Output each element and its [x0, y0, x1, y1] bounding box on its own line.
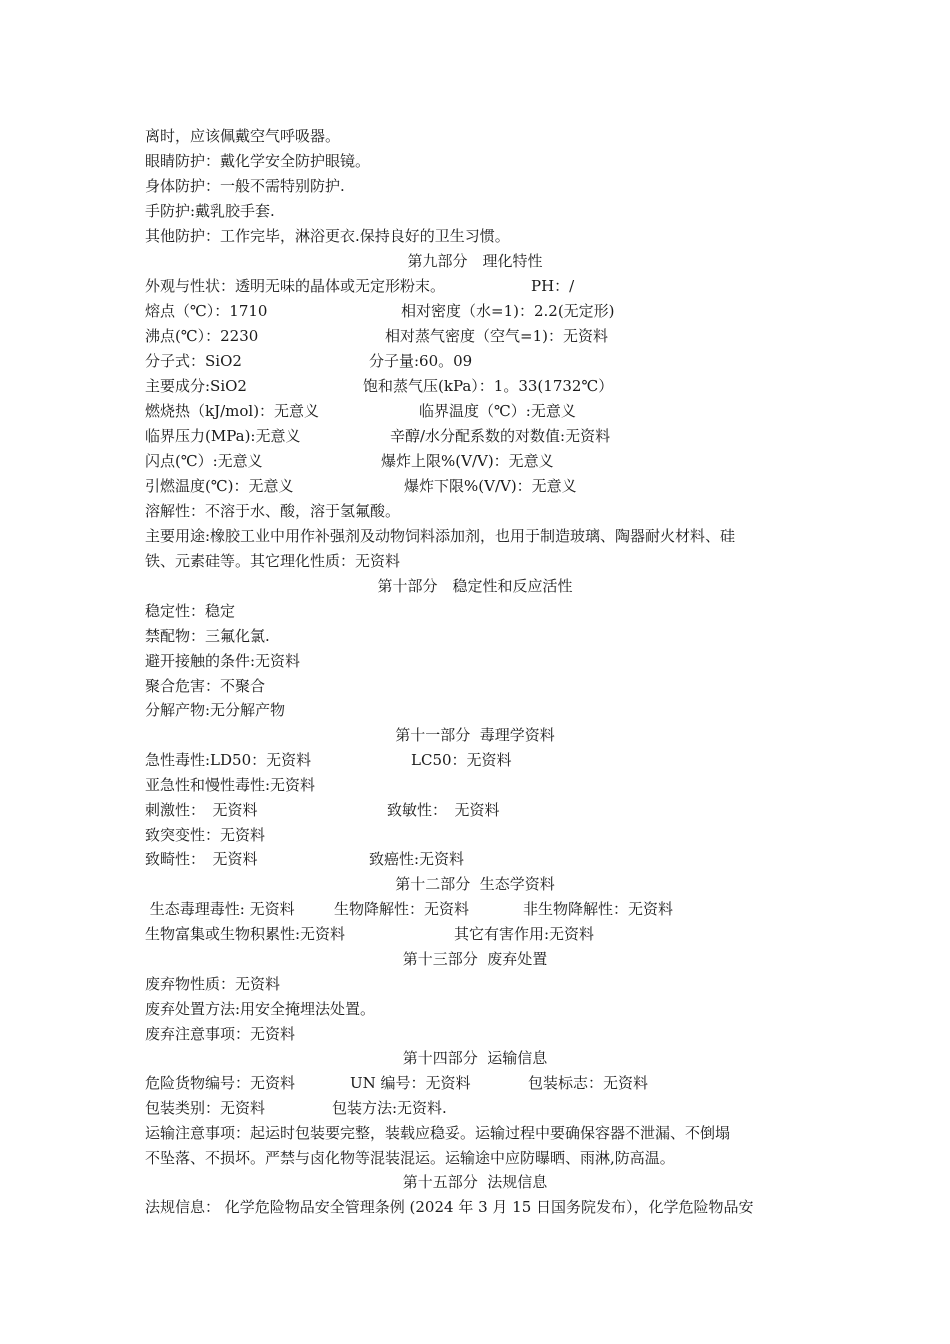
text-cell: 临界温度（℃）:无意义 — [419, 402, 576, 420]
text-line: 致突变性：无资料 — [145, 826, 266, 844]
text-cell: 辛醇/水分配系数的对数值:无资料 — [390, 427, 611, 445]
section-heading: 第十三部分 废弃处置 — [402, 950, 548, 968]
text-line: 包装类别：无资料 — [145, 1099, 266, 1117]
text-line: 燃烧热（kJ/mol)：无意义 — [145, 402, 320, 420]
text-line: 熔点（℃）：1710 — [145, 302, 268, 320]
text-line: 聚合危害：不聚合 — [145, 677, 266, 695]
text-cell: 饱和蒸气压(kPa）：1。33(1732℃） — [363, 377, 614, 395]
text-cell: 致敏性： 无资料 — [387, 801, 500, 819]
text-cell: 包装标志：无资料 — [528, 1074, 649, 1092]
text-cell: UN 编号：无资料 — [350, 1074, 471, 1092]
text-cell: 爆炸上限%(V/V)：无意义 — [381, 452, 554, 470]
text-cell: 包装方法:无资料. — [332, 1099, 447, 1117]
text-line: 铁、元素硅等。其它理化性质：无资料 — [145, 552, 401, 570]
text-line: 生物富集或生物积累性:无资料 — [145, 925, 346, 943]
text-line: 废弃注意事项：无资料 — [145, 1025, 296, 1043]
text-cell: 其它有害作用:无资料 — [454, 925, 595, 943]
text-cell: 分子量:60。09 — [369, 352, 473, 370]
text-line: 废弃处置方法:用安全掩埋法处置。 — [145, 1000, 376, 1018]
section-heading: 第十五部分 法规信息 — [402, 1173, 548, 1191]
text-cell: 相对蒸气密度（空气=1)：无资料 — [385, 327, 608, 345]
text-line: 废弃物性质：无资料 — [145, 975, 281, 993]
text-line: 闪点(℃）:无意义 — [145, 452, 263, 470]
section-heading: 第十四部分 运输信息 — [402, 1049, 548, 1067]
text-line: 外观与性状：透明无味的晶体或无定形粉末。 — [145, 277, 446, 295]
text-line: 主要用途:橡胶工业中用作补强剂及动物饲料添加剂，也用于制造玻璃、陶器耐火材料、硅 — [145, 527, 736, 545]
text-cell: 相对密度（水=1)：2.2(无定形) — [401, 302, 615, 320]
section-heading: 第十一部分 毒理学资料 — [395, 726, 555, 744]
text-line: 主要成分:SiO2 — [145, 377, 247, 395]
section-heading: 第十二部分 生态学资料 — [395, 875, 555, 893]
text-line: 其他防护：工作完毕，淋浴更衣.保持良好的卫生习惯。 — [145, 227, 510, 245]
text-line: 生态毒理毒性: 无资料 — [145, 900, 295, 918]
text-line: 身体防护：一般不需特别防护. — [145, 177, 345, 195]
text-line: 亚急性和慢性毒性:无资料 — [145, 776, 316, 794]
text-line: 离时，应该佩戴空气呼吸器。 — [145, 127, 341, 145]
section-heading: 第十部分 稳定性和反应活性 — [377, 577, 573, 595]
text-line: 分子式：SiO2 — [145, 352, 242, 370]
text-line: 溶解性：不溶于水、酸，溶于氢氟酸。 — [145, 502, 401, 520]
text-line: 危险货物编号：无资料 — [145, 1074, 296, 1092]
text-line: 稳定性：稳定 — [145, 602, 236, 620]
text-line: 引燃温度(℃)：无意义 — [145, 477, 294, 495]
text-line: 避开接触的条件:无资料 — [145, 652, 301, 670]
text-line: 临界压力(MPa):无意义 — [145, 427, 301, 445]
text-line: 运输注意事项：起运时包装要完整，装载应稳妥。运输过程中要确保容器不泄漏、不倒塌 — [145, 1124, 731, 1142]
text-cell: 非生物降解性：无资料 — [523, 900, 674, 918]
text-line: 急性毒性:LD50：无资料 — [145, 751, 312, 769]
text-line: 致畸性： 无资料 — [145, 850, 258, 868]
text-cell: 生物降解性：无资料 — [334, 900, 470, 918]
text-line: 沸点(℃）：2230 — [145, 327, 259, 345]
text-cell: 爆炸下限%(V/V)：无意义 — [404, 477, 577, 495]
text-line: 眼睛防护：戴化学安全防护眼镜。 — [145, 152, 371, 170]
text-line: 分解产物:无分解产物 — [145, 701, 286, 719]
text-line: 禁配物：三氟化氯. — [145, 627, 270, 645]
section-heading: 第九部分 理化特性 — [407, 252, 543, 270]
text-cell: LC50：无资料 — [411, 751, 512, 769]
text-line: 手防护:戴乳胶手套. — [145, 202, 275, 220]
text-line: 法规信息： 化学危险物品安全管理条例 (2024 年 3 月 15 日国务院发布），化学危险物品安 — [145, 1198, 754, 1216]
text-line: 刺激性： 无资料 — [145, 801, 258, 819]
text-cell: 致癌性:无资料 — [369, 850, 465, 868]
text-cell: PH：/ — [531, 277, 575, 295]
text-line: 不坠落、不损坏。严禁与卤化物等混装混运。运输途中应防曝晒、雨淋,防高温。 — [145, 1149, 675, 1167]
